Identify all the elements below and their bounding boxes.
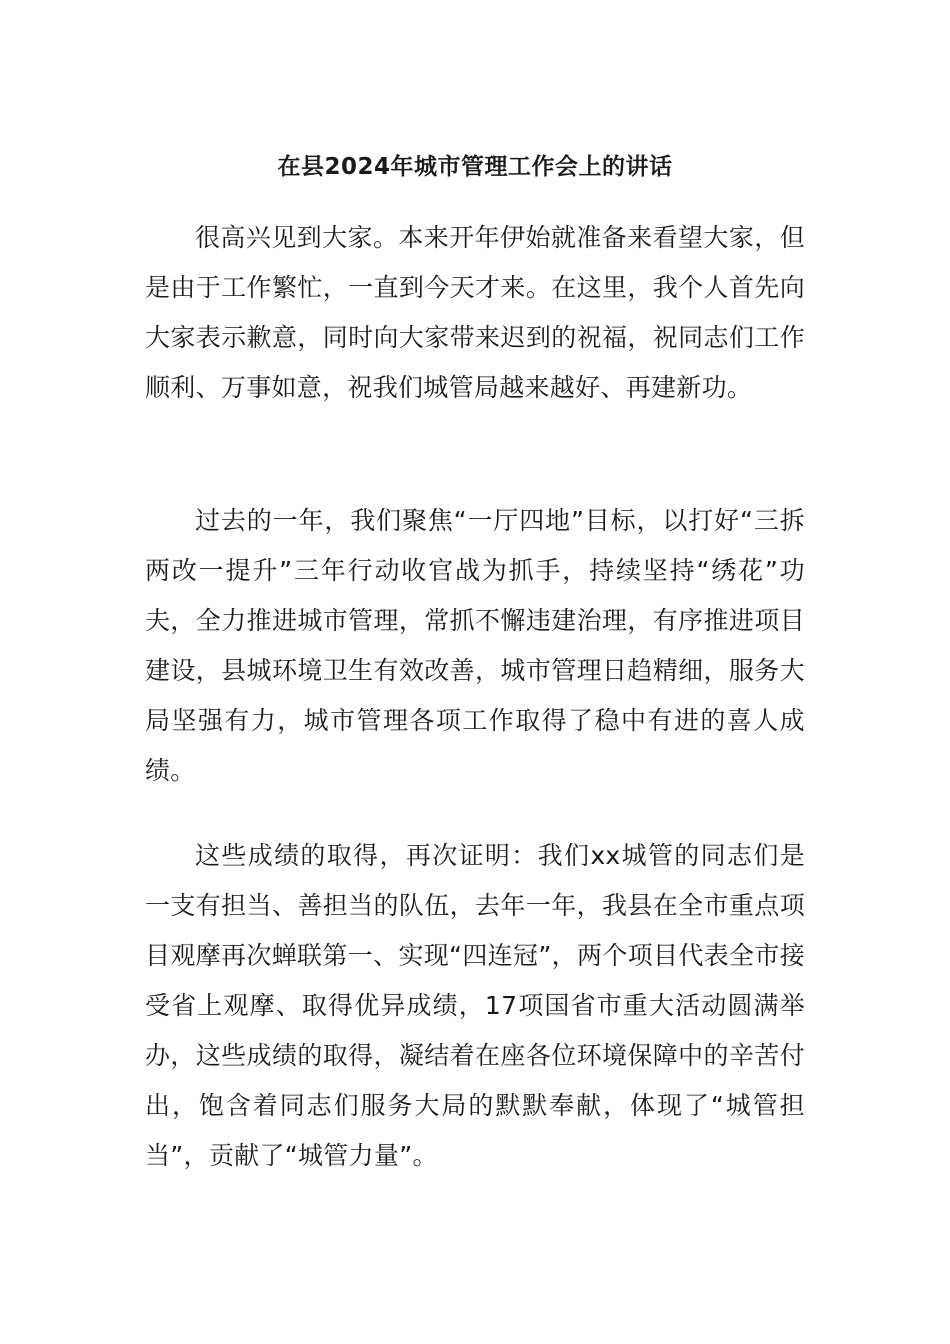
paragraph-achievements: 过去的一年，我们聚焦“一厅四地”目标，以打好“三拆两改一提升”三年行动收官战为抓手，持续坚持“绣花”功夫，全力推进城市管理，常抓不懈违建治理，有序推进项目建设，县城环境卫生有效改善，城市管理日趋精细，服务大局坚强有力，城市管理各项工作取得了稳中有进的喜人成绩。 (145, 506, 805, 785)
document-title: 在县2024年城市管理工作会上的讲话 (277, 154, 673, 181)
paragraph-greeting: 很高兴见到大家。本来开年伊始就准备来看望大家，但是由于工作繁忙，一直到今天才来。在这里，我个人首先向大家表示歉意，同时向大家带来迟到的祝福，祝同志们工作顺利、万事如意，祝我们城管局越来越好、再建新功。 (145, 223, 805, 402)
paragraph-proof: 这些成绩的取得，再次证明：我们xx城管的同志们是一支有担当、善担当的队伍，去年一年，我县在全市重点项目观摩再次蝉联第一、实现“四连冠”，两个项目代表全市接受省上观摩、取得优异成绩，17项国省市重大活动圆满举办，这些成绩的取得，凝结着在座各位环境保障中的辛苦付出，饱含着同志们服务大局的默默奉献，体现了“城管担当”，贡献了“城管力量”。 (145, 841, 805, 1170)
